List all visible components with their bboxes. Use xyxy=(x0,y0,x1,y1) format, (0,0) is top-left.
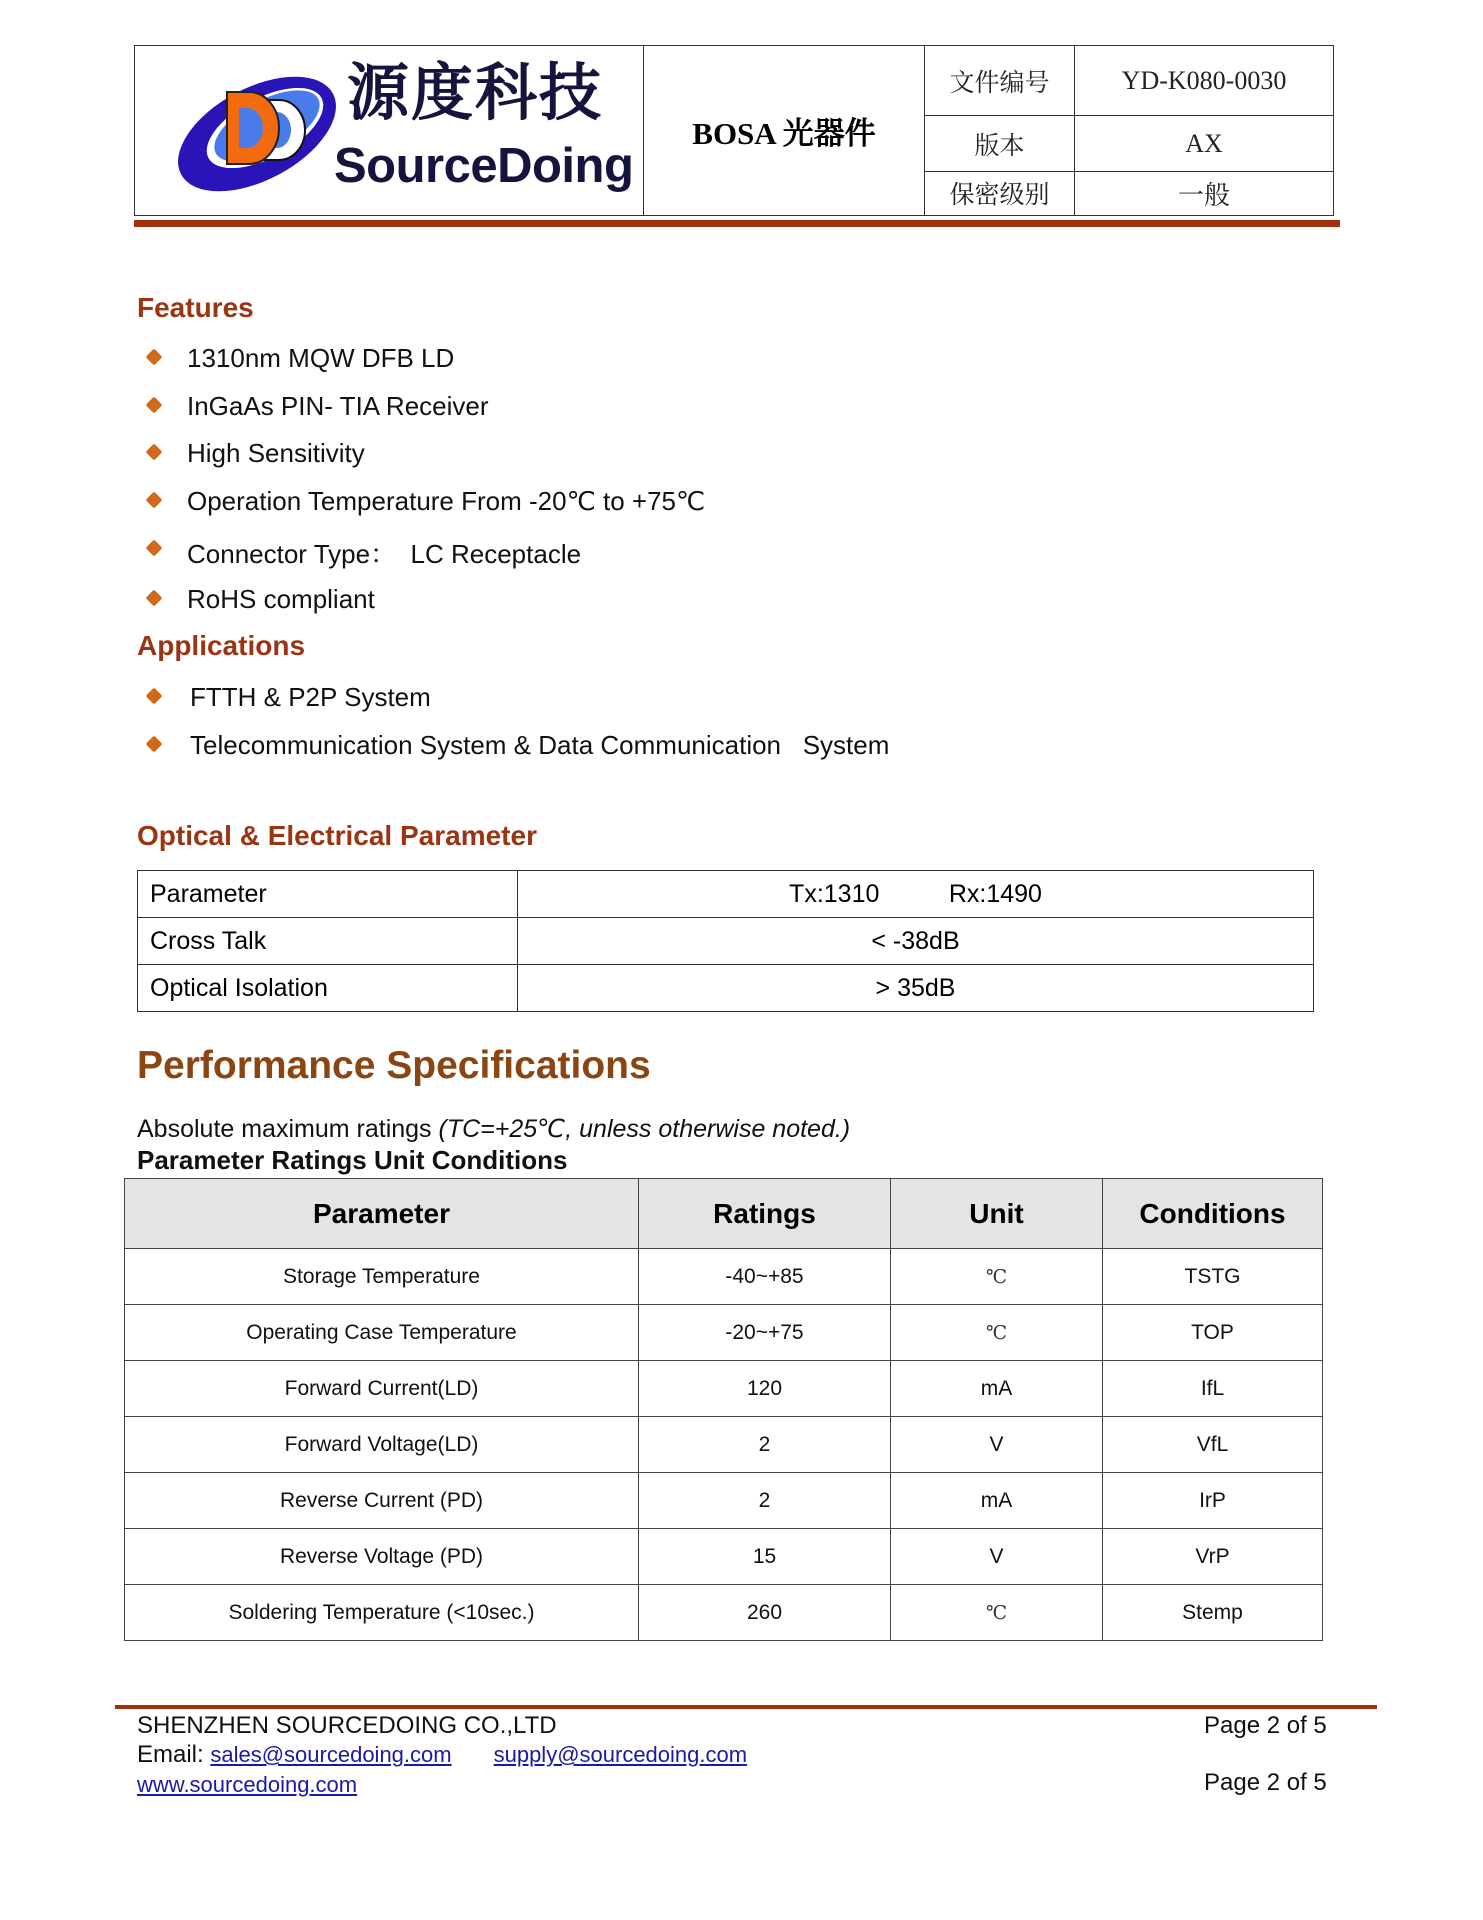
conditions-cell: IrP xyxy=(1103,1473,1323,1529)
features-heading: Features xyxy=(137,292,254,323)
unit-cell: V xyxy=(891,1417,1103,1473)
unit-cell: mA xyxy=(891,1361,1103,1417)
col-header-parameter: Parameter xyxy=(125,1179,639,1249)
page-number: Page 2 of 5 xyxy=(1204,1712,1327,1739)
unit-cell: mA xyxy=(891,1473,1103,1529)
logo-chinese-name: 源度科技 xyxy=(347,56,604,129)
diamond-bullet-icon xyxy=(146,540,163,557)
table-row xyxy=(125,1305,1323,1361)
col-header-conditions: Conditions xyxy=(1103,1179,1323,1249)
parameter-cell: Reverse Voltage (PD) xyxy=(125,1529,639,1585)
unit-cell: V xyxy=(891,1529,1103,1585)
value-cell: Tx:1310 Rx:1490 xyxy=(518,871,1314,918)
diamond-bullet-icon xyxy=(146,397,163,414)
table-row xyxy=(138,871,1314,918)
version-label: 版本 xyxy=(925,116,1075,171)
parameter-cell: Reverse Current (PD) xyxy=(125,1473,639,1529)
diamond-bullet-icon xyxy=(146,736,163,753)
ratings-cell: -40~+85 xyxy=(639,1249,891,1305)
doc-number-label: 文件编号 xyxy=(925,46,1075,116)
feature-item: 1310nm MQW DFB LD xyxy=(187,343,455,373)
col-header-ratings: Ratings xyxy=(639,1179,891,1249)
footer-divider xyxy=(115,1705,1377,1709)
ratings-cell: 15 xyxy=(639,1529,891,1585)
parameter-cell: Soldering Temperature (<10sec.) xyxy=(125,1585,639,1641)
document-title: BOSA 光器件 xyxy=(644,46,925,216)
conditions-cell: TOP xyxy=(1103,1305,1323,1361)
application-item: FTTH & P2P System xyxy=(190,682,431,712)
ratings-cell: -20~+75 xyxy=(639,1305,891,1361)
security-level-value: 一般 xyxy=(1075,171,1334,215)
parameter-cell: Forward Current(LD) xyxy=(125,1361,639,1417)
parameter-cell: Storage Temperature xyxy=(125,1249,639,1305)
param-cell: Parameter xyxy=(138,871,518,918)
supply-email-link[interactable]: supply@sourcedoing.com xyxy=(493,1742,748,1767)
header-divider xyxy=(134,220,1340,227)
feature-item: Operation Temperature From -20℃ to +75℃ xyxy=(187,486,706,516)
note-plain: Absolute maximum ratings xyxy=(137,1115,439,1143)
security-level-label: 保密级别 xyxy=(925,171,1075,215)
ratings-cell: 2 xyxy=(639,1417,891,1473)
conditions-cell: VrP xyxy=(1103,1529,1323,1585)
unit-cell: ℃ xyxy=(891,1305,1103,1361)
page-number: Page 2 of 5 xyxy=(1204,1769,1327,1796)
param-cell: Cross Talk xyxy=(138,918,518,965)
table-row xyxy=(138,965,1314,1012)
feature-item: RoHS compliant xyxy=(187,584,375,614)
application-item: Telecommunication System & Data Communication System xyxy=(190,730,890,760)
ratings-subheading: Parameter Ratings Unit Conditions xyxy=(137,1145,568,1175)
version-value: AX xyxy=(1075,116,1334,171)
value-cell: > 35dB xyxy=(518,965,1314,1012)
table-row xyxy=(138,918,1314,965)
company-name: SHENZHEN SOURCEDOING CO.,LTD xyxy=(137,1712,557,1739)
table-row xyxy=(125,1361,1323,1417)
sourcedoing-logo-icon xyxy=(165,68,345,198)
diamond-bullet-icon xyxy=(146,444,163,461)
ratings-cell: 260 xyxy=(639,1585,891,1641)
feature-item: Connector Type： LC Receptacle xyxy=(187,539,582,569)
email-label: Email: xyxy=(137,1741,211,1768)
email-line xyxy=(137,1741,747,1769)
absolute-ratings-note xyxy=(137,1114,850,1144)
ratings-cell: 120 xyxy=(639,1361,891,1417)
document-header xyxy=(134,45,1334,216)
table-row xyxy=(125,1585,1323,1641)
sales-email-link[interactable]: sales@sourcedoing.com xyxy=(210,1742,452,1767)
table-row xyxy=(125,1249,1323,1305)
feature-item: InGaAs PIN- TIA Receiver xyxy=(187,391,489,421)
table-header-row xyxy=(125,1179,1323,1249)
diamond-bullet-icon xyxy=(146,492,163,509)
table-row xyxy=(125,1473,1323,1529)
optical-parameter-table xyxy=(137,870,1314,1012)
feature-item: High Sensitivity xyxy=(187,438,365,468)
diamond-bullet-icon xyxy=(146,590,163,607)
applications-heading: Applications xyxy=(137,630,306,661)
performance-heading: Performance Specifications xyxy=(137,1044,651,1087)
value-cell: < -38dB xyxy=(518,918,1314,965)
doc-number-value: YD-K080-0030 xyxy=(1075,46,1334,116)
ratings-cell: 2 xyxy=(639,1473,891,1529)
parameter-cell: Operating Case Temperature xyxy=(125,1305,639,1361)
param-cell: Optical Isolation xyxy=(138,965,518,1012)
col-header-unit: Unit xyxy=(891,1179,1103,1249)
table-row xyxy=(125,1529,1323,1585)
parameter-cell: Forward Voltage(LD) xyxy=(125,1417,639,1473)
table-row xyxy=(125,1417,1323,1473)
optical-electrical-heading: Optical & Electrical Parameter xyxy=(137,820,537,851)
diamond-bullet-icon xyxy=(146,688,163,705)
performance-table xyxy=(124,1178,1323,1641)
conditions-cell: Stemp xyxy=(1103,1585,1323,1641)
conditions-cell: IfL xyxy=(1103,1361,1323,1417)
website-link[interactable]: www.sourcedoing.com xyxy=(137,1772,358,1797)
note-italic: (TC=+25℃, unless otherwise noted.) xyxy=(438,1115,851,1143)
logo-cell xyxy=(135,46,644,216)
conditions-cell: VfL xyxy=(1103,1417,1323,1473)
website-line xyxy=(137,1771,357,1799)
diamond-bullet-icon xyxy=(146,349,163,366)
logo-english-name: SourceDoing xyxy=(334,139,634,193)
unit-cell: ℃ xyxy=(891,1585,1103,1641)
unit-cell: ℃ xyxy=(891,1249,1103,1305)
conditions-cell: TSTG xyxy=(1103,1249,1323,1305)
